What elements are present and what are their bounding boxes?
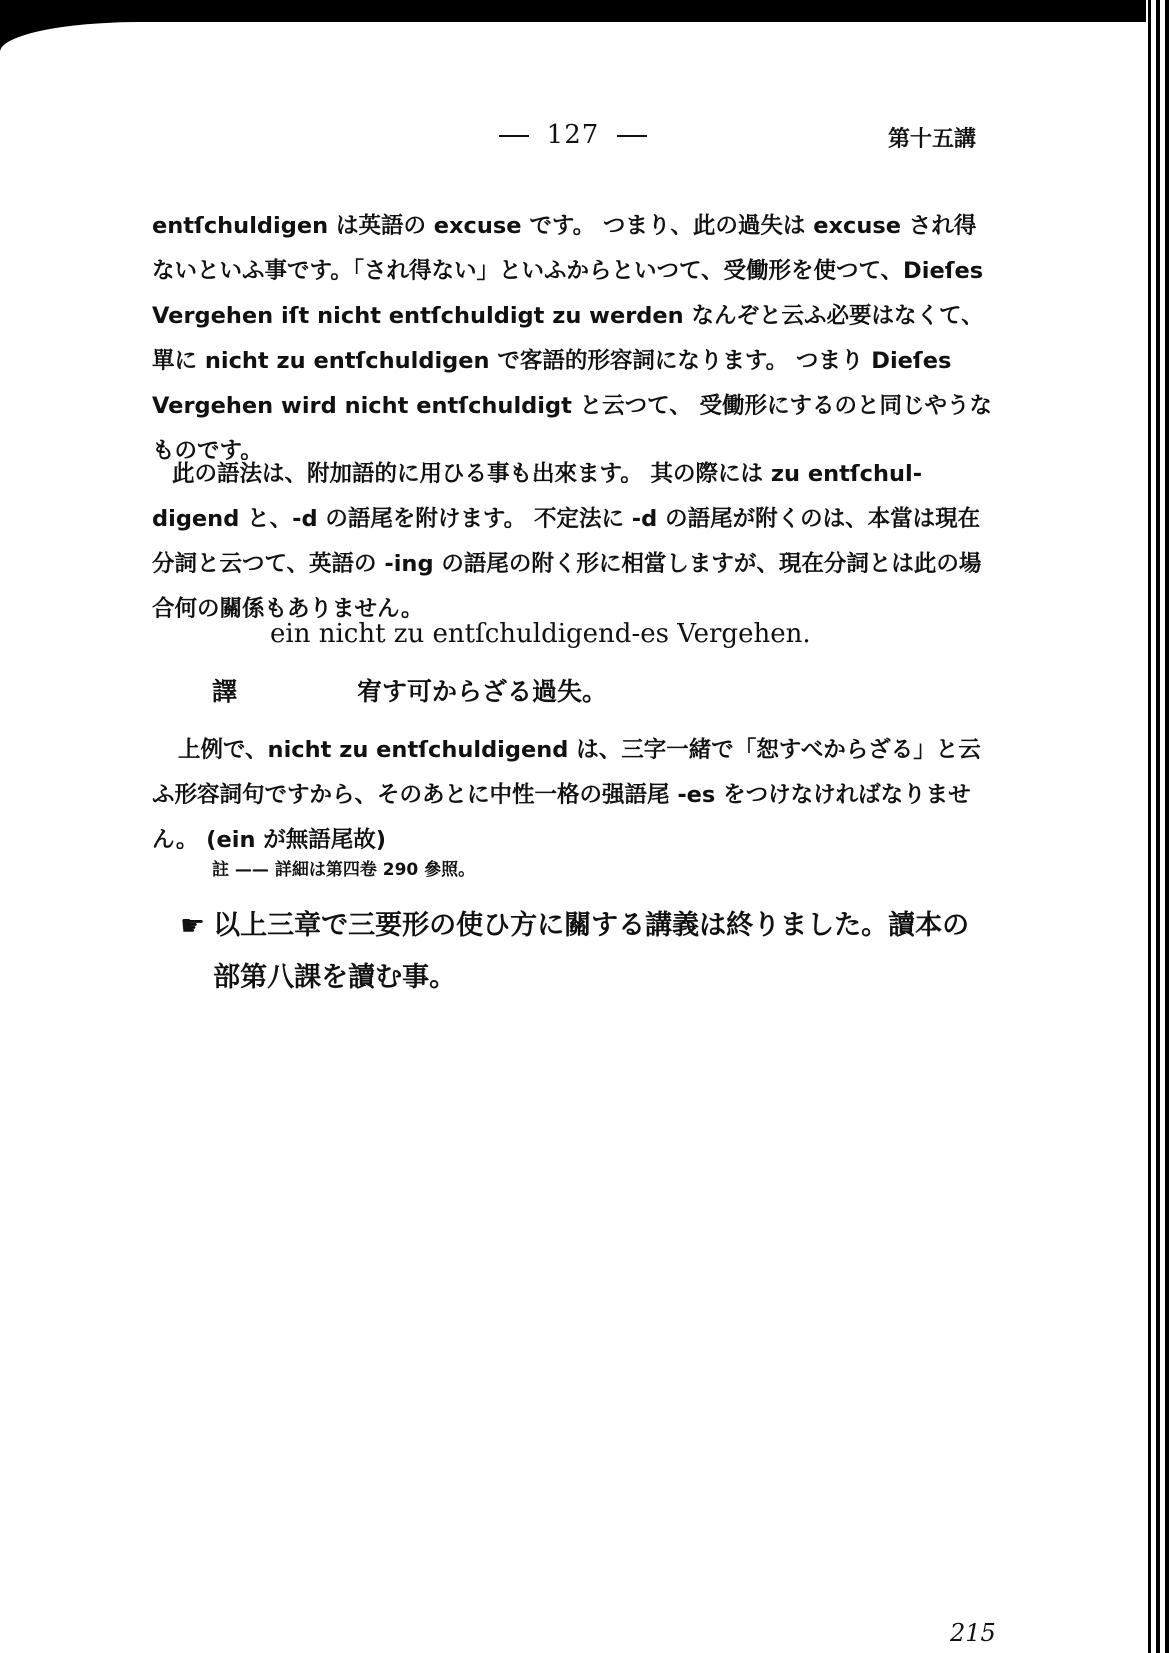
- paragraph-2: 此の語法は、附加語的に用ひる事も出來ます。 其の際には zu entſchul-digend と、-d の語尾を附けます。 不定法に -d の語尾が附くのは、本當は現在分詞と云つて、英語の -ing の語尾の附く形に相當しますが、現在分詞とは此の場合何の關係もありません。: [152, 461, 982, 622]
- footnote: 註 —— 詳細は第四卷 290 參照。: [212, 860, 476, 880]
- translation-line: [212, 672, 607, 708]
- header-dash-right: [617, 135, 647, 137]
- edge-line: [1156, 0, 1160, 1653]
- header-dash-left: [499, 135, 529, 137]
- book-page: [0, 22, 1146, 1653]
- folio-number: 215: [950, 1619, 996, 1647]
- page-number: 127: [546, 120, 600, 150]
- translation-label: 譯: [212, 677, 238, 706]
- page-edge: [1146, 0, 1169, 1653]
- example-sentence: ein nicht zu entſchuldigend-es Vergehen.: [270, 619, 811, 649]
- paragraph-3: 上例で、nicht zu entſchuldigend は、三字一緒で「恕すべからざる」と云ふ形容詞句ですから、そのあとに中性一格の强語尾 -es をつけなければなりません。 (ein が無語尾故): [152, 737, 981, 853]
- chapter-title: 第十五講: [888, 127, 977, 152]
- edge-line: [1165, 0, 1169, 1653]
- pointing-hand-icon: ☛: [180, 909, 206, 942]
- translation-text: 宥す可からざる過失。: [357, 677, 608, 706]
- closing-note: [180, 900, 1010, 1004]
- edge-line: [1148, 0, 1151, 1653]
- closing-note-text: 以上三章で三要形の使ひ方に關する講義は終りました。讀本の部第八課を讀む事。: [213, 910, 970, 993]
- paragraph-1: entſchuldigen は英語の excuse です。 つまり、此の過失は excuse され得ないといふ事です。「され得ない」といふからといつて、受働形を使つて、Dieſes Vergehen iſt nicht entſchuldigt zu werden なんぞと云ふ必要はなくて、單に nicht zu entſchuldigen で客語的形容詞になります。 つまり Dieſes Vergehen wird nicht entſchuldigt と云つて、 受働形にするのと同じやうなものです。: [152, 213, 993, 464]
